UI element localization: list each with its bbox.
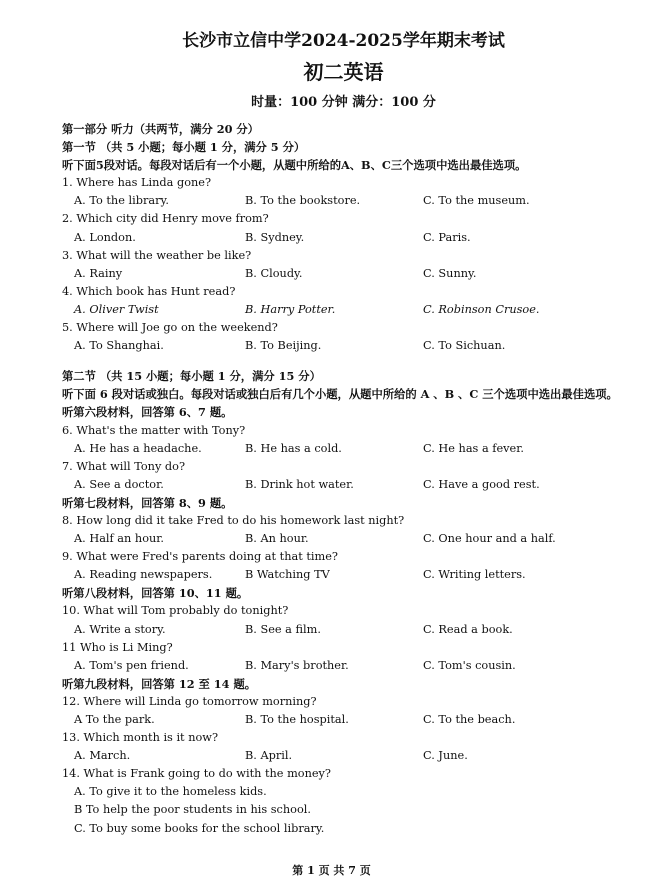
question-text: 1. Where has Linda gone? [62, 176, 212, 190]
option-b: B. He has a cold. [245, 441, 342, 455]
part1-heading: 第一部分 听力（共两节，满分 20 分） [62, 122, 259, 136]
question-text: 5. Where will Joe go on the weekend? [62, 321, 278, 335]
question-block [62, 283, 625, 319]
question-block [62, 210, 625, 246]
question-block [62, 247, 625, 283]
option-c: C. June. [423, 749, 468, 763]
option-b: B To help the poor students in his school. [74, 803, 311, 817]
question-block [62, 639, 625, 675]
section2-instruction: 听下面 6 段对话或独白。每段对话或独白后有几个小题，从题中所给的 A 、B 、C 三个选项中选出最佳选项。 [62, 387, 618, 402]
question-block [62, 512, 625, 548]
option-b: B. Cloudy. [245, 266, 303, 280]
question-block [62, 422, 625, 458]
question-block [62, 693, 625, 729]
question-text: 11 Who is Li Ming? [62, 640, 173, 654]
time-score-info: 时量：100 分钟 满分：100 分 [251, 95, 436, 110]
question-block [62, 174, 625, 210]
material-9-label: 听第九段材料，回答第 12 至 14 题。 [62, 676, 257, 691]
option-b: B. To the bookstore. [245, 194, 361, 208]
option-a: A. Reading newspapers. [74, 568, 213, 582]
option-a: A. Write a story. [74, 622, 166, 636]
options-row [62, 265, 625, 283]
option-c: C. Tom's cousin. [423, 658, 516, 672]
option-b: B. Sydney. [245, 230, 305, 244]
option-c: C. Robinson Crusoe. [423, 302, 540, 316]
options-row [62, 192, 625, 210]
section2-heading: 第二节 （共 15 小题；每小题 1 分，满分 15 分） [62, 369, 321, 384]
question-block [62, 729, 625, 765]
option-a: A To the park. [74, 713, 155, 726]
material-7-label: 听第七段材料，回答第 8、9 题。 [62, 495, 233, 510]
option-a: A. To Shanghai. [74, 339, 164, 353]
options-row [62, 440, 625, 458]
option-b: B. An hour. [245, 532, 309, 546]
exam-title: 长沙市立信中学2024-2025学年期末考试 [182, 31, 505, 51]
section1-heading: 第一节 （共 5 小题；每小题 1 分，满分 5 分） [62, 140, 306, 155]
options-row [62, 711, 625, 729]
question-text: 4. Which book has Hunt read? [62, 284, 236, 298]
option-c: C. To buy some books for the school library. [74, 821, 325, 835]
options-row [62, 337, 625, 355]
option-c: C. Sunny. [423, 266, 477, 280]
option-a: A. March. [74, 749, 131, 763]
question-block [62, 319, 625, 355]
option-c: C. To the beach. [423, 713, 516, 726]
question-text: 12. Where will Linda go tomorrow morning? [62, 694, 317, 708]
option-a: A. Rainy [74, 266, 123, 280]
question-text: 6. What's the matter with Tony? [62, 423, 246, 437]
question-text: 7. What will Tony do? [62, 459, 186, 473]
option-c: C. Have a good rest. [423, 477, 540, 491]
question-text: 13. Which month is it now? [62, 731, 218, 745]
material-8-label: 听第八段材料，回答第 10、11 题。 [62, 586, 249, 601]
options-row [62, 229, 625, 247]
option-a: A. London. [74, 230, 136, 244]
option-c: C. Writing letters. [423, 568, 526, 582]
option-a: A. To give it to the homeless kids. [74, 785, 267, 799]
section1-instruction: 听下面5段对话。每段对话后有一个小题，从题中所给的A、B、C三个选项中选出最佳选项。 [62, 158, 527, 173]
options-row [62, 747, 625, 765]
option-a: A. Oliver Twist [74, 302, 159, 316]
options-row [62, 301, 625, 319]
page-footer: 第 1 页 共 7 页 [292, 864, 371, 877]
option-b: B. To Beijing. [245, 339, 322, 353]
option-c: C. Read a book. [423, 622, 513, 636]
option-c: C. To the museum. [423, 194, 530, 208]
question-block [62, 602, 625, 638]
question-text: 3. What will the weather be like? [62, 248, 252, 262]
option-c: C. Paris. [423, 230, 471, 244]
question-text: 8. How long did it take Fred to do his homework last night? [62, 513, 405, 527]
option-a: A. To the library. [74, 194, 169, 208]
option-b: B. April. [245, 749, 293, 763]
option-c: C. To Sichuan. [423, 339, 506, 353]
option-a: A. See a doctor. [74, 477, 164, 491]
options-row [62, 657, 625, 675]
option-b: B. To the hospital. [245, 713, 349, 726]
option-b: B. See a film. [245, 622, 321, 636]
question-text: 9. What were Fred's parents doing at that time? [62, 550, 338, 564]
options-row [62, 621, 625, 639]
option-c: C. He has a fever. [423, 441, 524, 455]
question-text: 10. What will Tom probably do tonight? [62, 604, 289, 618]
option-a: A. Tom's pen friend. [74, 658, 189, 672]
option-b: B Watching TV [245, 568, 330, 582]
option-b: B. Harry Potter. [245, 302, 336, 316]
option-c: C. One hour and a half. [423, 532, 556, 546]
options-row [62, 476, 625, 494]
question-block [62, 548, 625, 584]
material-6-label: 听第六段材料，回答第 6、7 题。 [62, 405, 233, 420]
option-a: A. Half an hour. [74, 532, 165, 546]
question-block [62, 458, 625, 494]
option-b: B. Mary's brother. [245, 658, 349, 672]
question-text: 2. Which city did Henry move from? [62, 212, 269, 226]
option-b: B. Drink hot water. [245, 477, 354, 491]
subject-title: 初二英语 [303, 60, 384, 84]
options-row [62, 530, 625, 548]
question-block [62, 765, 625, 837]
options-row [62, 566, 625, 584]
option-a: A. He has a headache. [74, 441, 202, 455]
question-text: 14. What is Frank going to do with the money? [62, 767, 331, 781]
